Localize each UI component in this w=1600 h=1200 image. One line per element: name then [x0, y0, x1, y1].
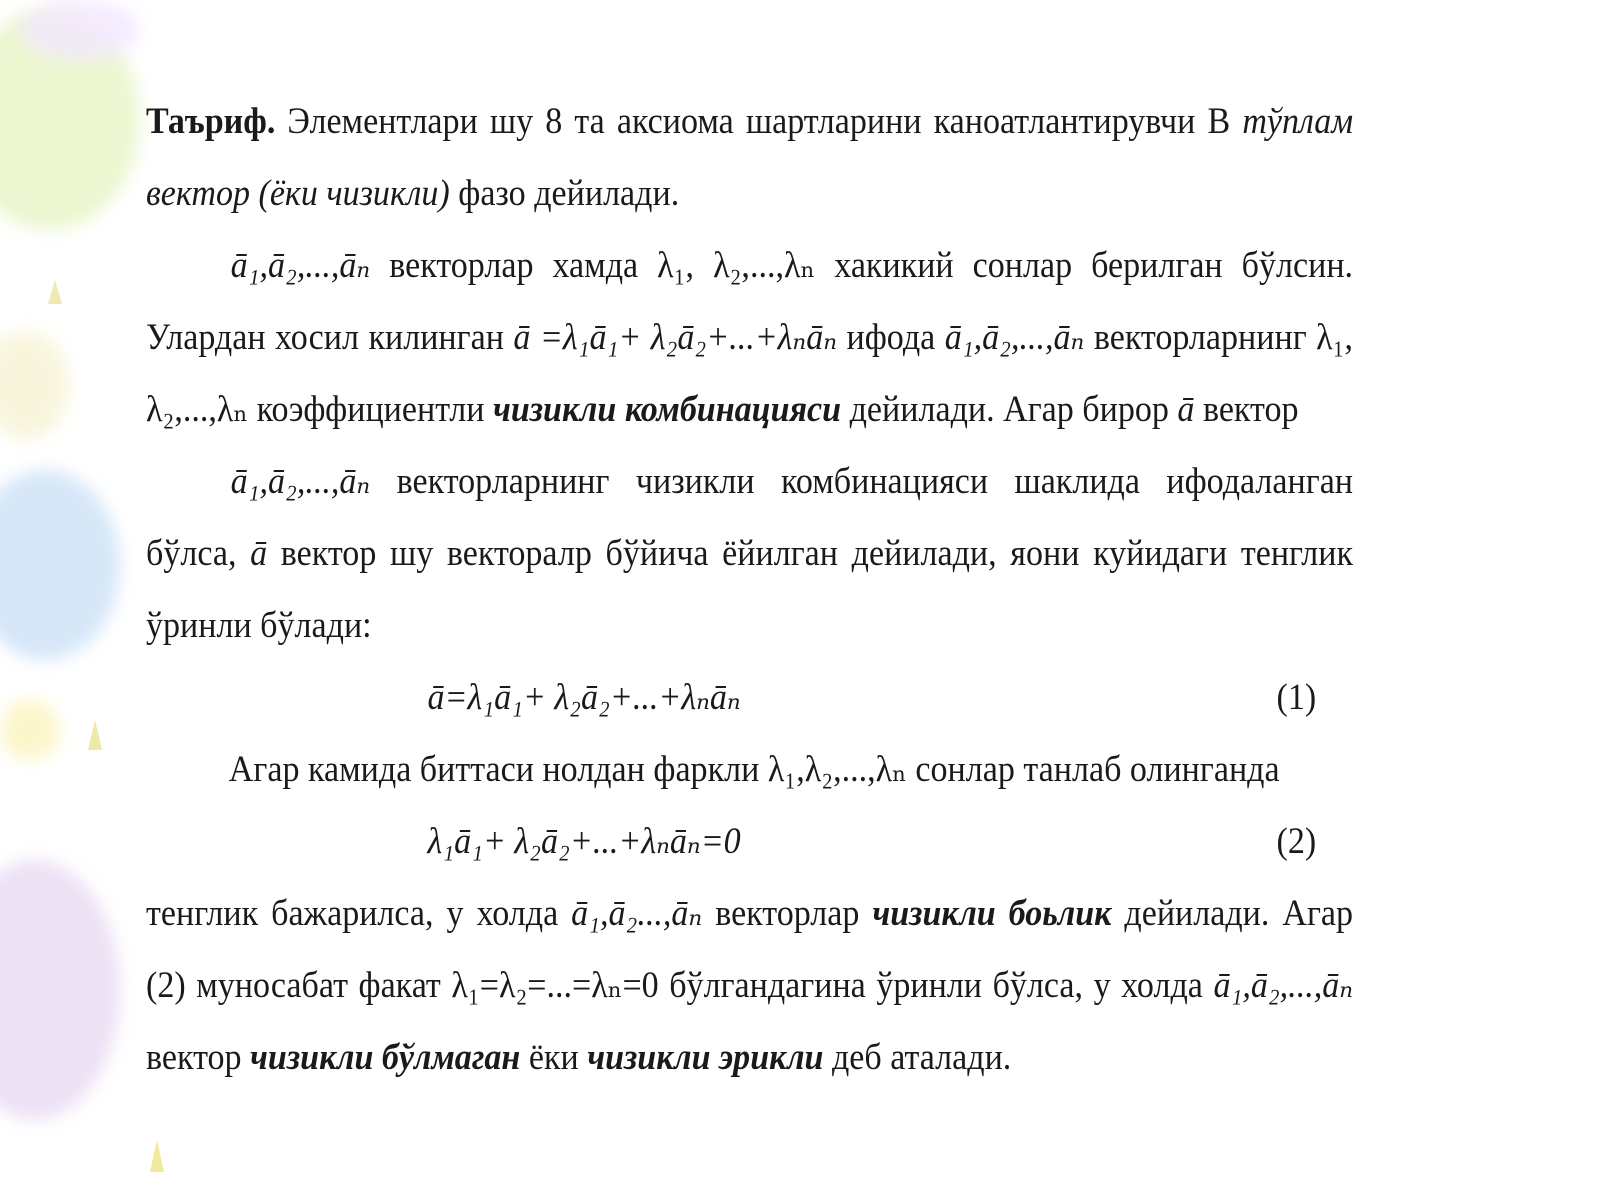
paragraph-text: векторлар хамда: [370, 245, 658, 286]
paragraph-text: коэффициентли: [248, 389, 493, 430]
paragraph-text: ифода: [837, 317, 945, 358]
vector-list: ā₁,ā₂...,āₙ: [571, 893, 703, 934]
vectors-paragraph: [146, 230, 1353, 446]
term-linearly-dependent: чизикли боьлик: [872, 893, 1112, 934]
background-decoration: [0, 0, 130, 1200]
vector-a: ā: [250, 533, 268, 574]
paragraph-text: дейилади. Агар бирор: [841, 389, 1178, 430]
equation-1-number: (1): [1276, 677, 1317, 718]
paragraph-text: вектор: [1194, 389, 1299, 430]
expansion-paragraph: [146, 446, 1353, 662]
equation-1-expression: ā=λ₁ā₁+ λ₂ā₂+...+λₙāₙ: [427, 677, 741, 718]
lambda-list: λ₁, λ₂,...,λₙ: [657, 245, 816, 286]
paragraph-text: сонлар танлаб олинганда: [906, 749, 1280, 790]
paragraph-text: дейилади. Агар (2) муносабат факат: [146, 893, 1354, 1006]
decor-blob-lilac: [20, 0, 140, 60]
term-linear-combination: чизикли комбинацияси: [492, 389, 842, 430]
definition-end: фазо дейилади.: [449, 173, 680, 214]
decor-triangle: [88, 720, 102, 750]
lambda-list: λ₁,λ₂,...,λₙ: [767, 749, 907, 790]
paragraph-text: векторлар: [702, 893, 873, 934]
decor-blob-purple: [0, 860, 120, 1120]
paragraph-text: хакикий сонлар берилган бўлсин.: [815, 245, 1354, 286]
definition-term: Таъриф.: [146, 101, 276, 142]
vector-list: ā₁,ā₂,...,āₙ: [230, 245, 371, 286]
term-linearly-independent: чизикли эрикли: [587, 1037, 824, 1078]
paragraph-text: Улардан хосил килинган: [146, 317, 514, 358]
lambda-list: λ₁, λ₂,...,λₙ: [146, 317, 1354, 430]
vector-list: ā₁,ā₂,...,āₙ: [944, 317, 1085, 358]
decor-blob-yellow: [0, 330, 70, 440]
term-not-linear: чизикли бўлмаган: [250, 1037, 521, 1078]
decor-triangle: [150, 1140, 164, 1172]
decor-blob-pale-yellow: [0, 700, 60, 760]
vector-list: ā₁,ā₂,...,āₙ: [1213, 965, 1354, 1006]
vector-list: ā₁,ā₂,...,āₙ: [230, 461, 371, 502]
linear-combination-formula: ā =λ₁ā₁+ λ₂ā₂+...+λₙāₙ: [513, 317, 838, 358]
definition-text: Элементлари шу 8 та аксиома шартларини каноатлантирувчи В: [275, 101, 1243, 142]
paragraph-text: векторларнинг: [1084, 317, 1307, 358]
paragraph-text: Агар камида биттаси нолдан фаркли: [228, 749, 768, 790]
paragraph-text: тенглик бажарилса, у холда: [146, 893, 572, 934]
dependence-paragraph: [146, 878, 1353, 1094]
paragraph-text: ёки: [520, 1037, 588, 1078]
vector-a: ā: [1177, 389, 1195, 430]
equation-2-expression: λ₁ā₁+ λ₂ā₂+...+λₙāₙ=0: [427, 821, 741, 862]
paragraph-text: деб аталади.: [823, 1037, 1012, 1078]
definition-italic: тўплам вектор (ёки чизикли): [146, 101, 1354, 214]
paragraph-text: бўлгандагина ўринли бўлса, у холда: [658, 965, 1214, 1006]
document-body: [146, 86, 1353, 1094]
zero-condition: λ₁=λ₂=...=λₙ=0: [451, 965, 659, 1006]
paragraph-text: векторларнинг чизикли комбинацияси шаклида ифодаланган бўлса,: [146, 461, 1354, 574]
condition-paragraph: [146, 734, 1353, 806]
paragraph-text: вектор: [146, 1037, 251, 1078]
paragraph-text: вектор шу вектоpалр бўйича ёйилган дейилади, яони куйидаги тенглик ўринли бўлади:: [146, 533, 1354, 646]
definition-paragraph: [146, 86, 1353, 230]
decor-blob-blue: [0, 470, 120, 660]
equation-2: [146, 806, 1353, 878]
equation-1: [146, 662, 1353, 734]
equation-2-number: (2): [1276, 821, 1317, 862]
decor-triangle: [48, 280, 62, 304]
